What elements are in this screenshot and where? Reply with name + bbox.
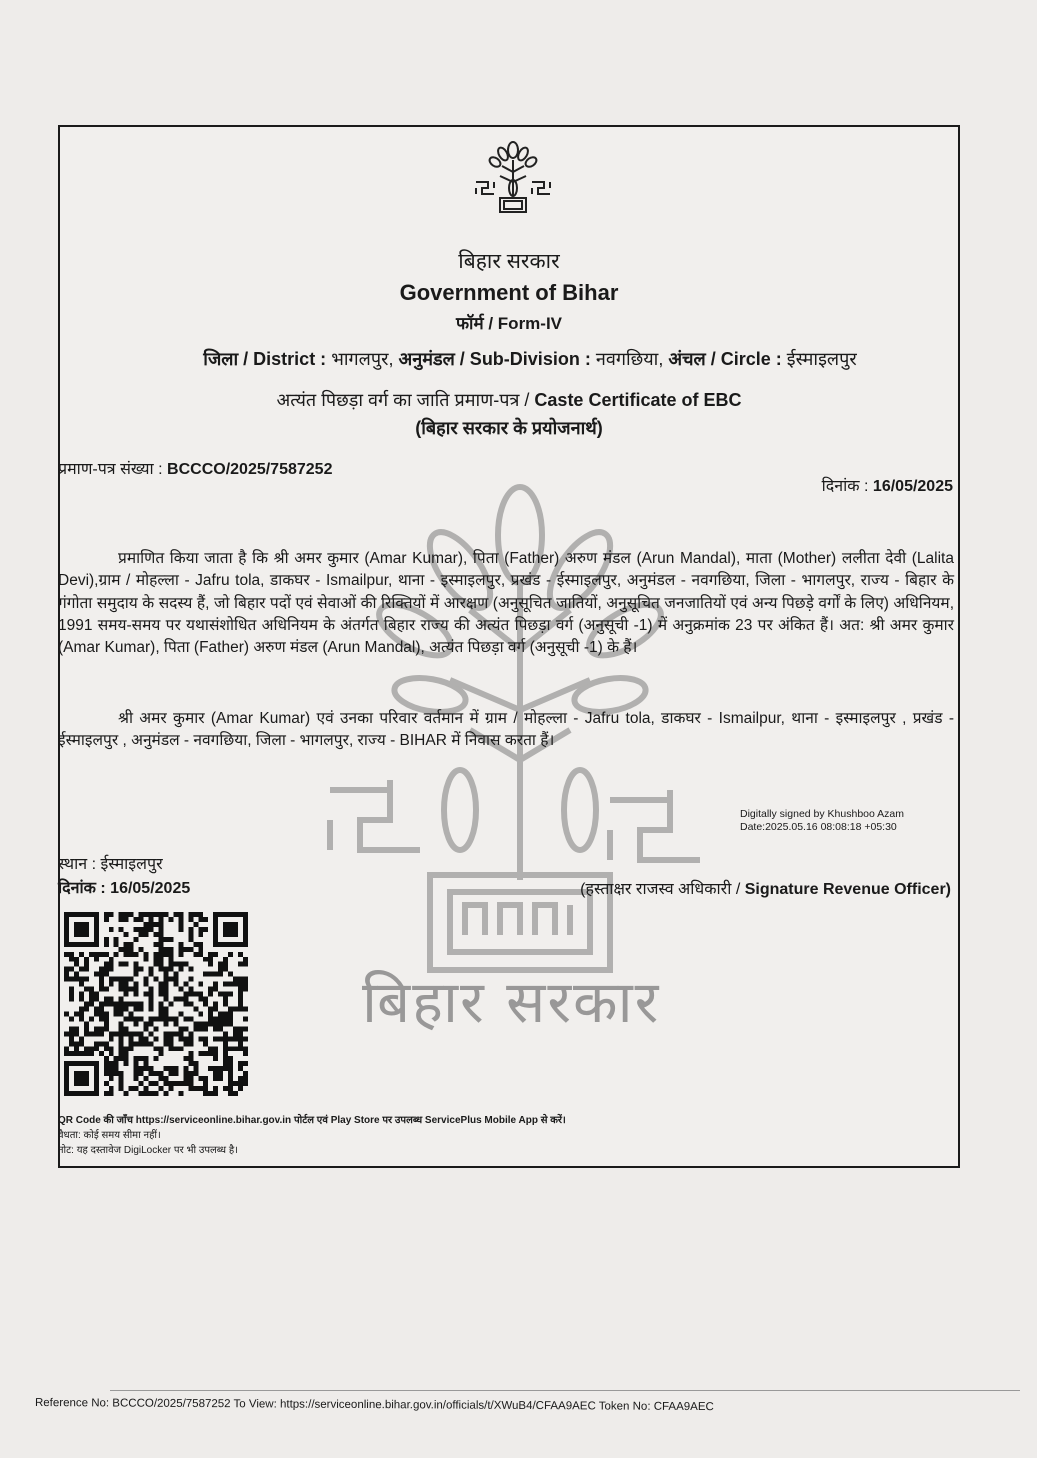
cert-title-hindi: अत्यंत पिछड़ा वर्ग का जाति प्रमाण-पत्र /	[276, 390, 530, 410]
issue-date-value: 16/05/2025	[872, 478, 953, 495]
digital-signature	[740, 808, 904, 834]
form-label: फॉर्म / Form-IV	[455, 314, 563, 333]
signature-line	[580, 877, 951, 899]
digital-signed-date: Date:2025.05.16 08:08:18 +05:30	[740, 821, 897, 833]
issue-date-label: दिनांक :	[821, 478, 869, 495]
cert-number-value: BCCCO/2025/7587252	[167, 461, 333, 478]
subdivision-value: नवगछिया,	[595, 349, 664, 369]
qr-note-prefix: QR Code की जाँच	[58, 1115, 133, 1126]
certification-paragraph: प्रमाणित किया जाता है कि श्री अमर कुमार (Amar Kumar), पिता (Father) अरुण मंडल (Arun Mandal), माता (Mother) ललीता देवी (Lalita Devi),ग्राम / मोहल्ला - Jafru tola, डाकघर - Ismailpur, थाना - इस्माइलपुर, प्रखंड - ईस्माइलपुर, अनुमंडल - नवगछिया, जिला - भागलपुर, राज्य - बिहार के गंगोता समुदाय के सदस्य हैं, जो बिहार पदों एवं सेवाओं की रिक्तियों में आरक्षण (अनुसूचित जातियों, अनुसूचित जनजातियों एवं अन्य पिछड़े वर्गों के लिए) अधिनियम, 1991 समय-समय पर यथासंशोधित अधिनियम के अंतर्गत बिहार राज्य की अत्यंत पिछड़ा वर्ग (अनुसूची -1) में अनुक्रमांक 23 पर अंकित हैं। अत: श्री अमर कुमार (Amar Kumar), पिता (Father) अरुण मंडल (Arun Mandal), अत्यंत पिछड़ा वर्ग (अनुसूची -1) के हैं।	[58, 550, 954, 657]
watermark-text: बिहार सरकार	[362, 968, 661, 1036]
qr-note-url[interactable]: https://serviceonline.bihar.gov.in	[135, 1115, 292, 1126]
title-hindi: बिहार सरकार	[458, 250, 560, 273]
officer-english: Signature Revenue Officer)	[744, 881, 951, 898]
district-value: भागलपुर,	[331, 349, 394, 369]
circle-label: अंचल / Circle :	[668, 349, 782, 369]
place-date: दिनांक : 16/05/2025	[58, 880, 191, 897]
certificate-number	[58, 457, 332, 479]
district-label: जिला / District :	[203, 349, 327, 369]
digilocker-note: नोट: यह दस्तावेज DigiLocker पर भी उपलब्ध है।	[58, 1145, 238, 1156]
bihar-emblem-icon	[470, 140, 556, 218]
title-english: Government of Bihar	[399, 280, 619, 305]
qr-note-suffix: से करें।	[540, 1115, 566, 1126]
subdivision-label: अनुमंडल / Sub-Division :	[398, 349, 591, 369]
cert-title-english: Caste Certificate of EBC	[534, 390, 742, 410]
officer-hindi: (हस्ताक्षर राजस्व अधिकारी /	[580, 881, 741, 898]
footer-divider	[110, 1390, 1020, 1391]
digital-signed-by: Digitally signed by Khushboo Azam	[740, 808, 905, 820]
circle-value: ईस्माइलपुर	[786, 349, 857, 369]
qr-note	[58, 1113, 566, 1128]
notes-block	[58, 1113, 566, 1158]
purpose-line: (बिहार सरकार के प्रयोजनार्थ)	[415, 418, 603, 438]
place: स्थान : ईस्माइलपुर	[58, 856, 163, 873]
qr-note-app: Play Store पर उपलब्ध ServicePlus Mobile App	[330, 1115, 538, 1126]
cert-number-label: प्रमाण-पत्र संख्या :	[58, 461, 163, 478]
qr-note-mid: पोर्टल एवं	[293, 1115, 328, 1126]
qr-code-icon[interactable]	[64, 912, 248, 1096]
residence-paragraph: श्री अमर कुमार (Amar Kumar) एवं उनका परिवार वर्तमान में ग्राम / मोहल्ला - Jafru tola, डाकघर - Ismailpur, थाना - इस्माइलपुर , प्रखंड - ईस्माइलपुर , अनुमंडल - नवगछिया, जिला - भागलपुर, राज्य - BIHAR में निवास करता हैं।	[58, 710, 954, 750]
footer-reference: Reference No: BCCCO/2025/7587252 To View: https://serviceonline.bihar.gov.in/officials/t/XWuB4/CFAA9AEC Token No: CFAA9AEC	[34, 1397, 714, 1414]
issue-date	[822, 474, 953, 496]
validity-note: वैधता: कोई समय सीमा नहीं।	[58, 1130, 161, 1141]
location-line	[110, 347, 950, 371]
certificate-title	[58, 388, 960, 412]
place-date-block	[58, 853, 190, 901]
